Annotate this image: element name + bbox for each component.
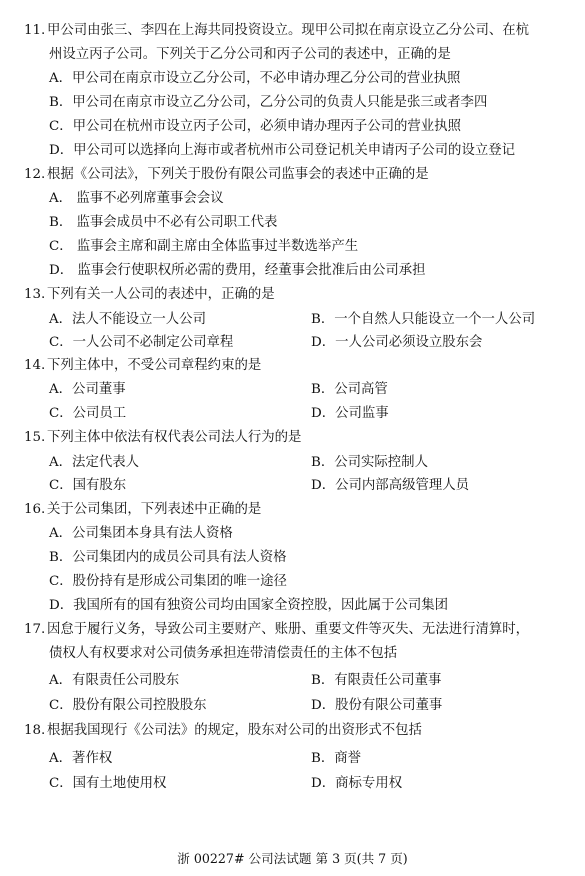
option-c: C．股份有限公司控股股东 [49,698,207,713]
option-d: D． 监事会行使职权所必需的费用，经董事会批准后由公司承担 [49,263,426,278]
option-a: A．甲公司在南京市设立乙分公司，不必申请办理乙分公司的营业执照 [49,71,461,86]
question-stem: 根据我国现行《公司法》的规定，股东对公司的出资形式不包括 [47,723,422,738]
option-c: C．一人公司不必制定公司章程 [49,335,234,350]
option-d: D．我国所有的国有独资公司均由国家全资控股，因此属于公司集团 [49,598,449,613]
option-a: A．著作权 [49,751,113,766]
option-b: B．甲公司在南京市设立乙分公司，乙分公司的负责人只能是张三或者李四 [49,95,488,110]
option-d: D．公司监事 [311,406,389,421]
option-b: B．一个自然人只能设立一个一人公司 [311,312,536,327]
question-number: 14. [24,358,46,373]
option-b: B．公司实际控制人 [311,455,428,470]
option-c: C．股份持有是形成公司集团的唯一途径 [49,574,287,589]
option-c: C．国有土地使用权 [49,776,167,791]
option-a: A．公司集团本身具有法人资格 [49,526,233,541]
question-number: 16. [24,502,46,517]
option-d: D．公司内部高级管理人员 [311,478,470,493]
question-stem: 州设立丙子公司。下列关于乙分公司和丙子公司的表述中，正确的是 [49,47,451,62]
option-d: D．甲公司可以选择向上海市或者杭州市公司登记机关申请丙子公司的设立登记 [49,143,516,158]
question-number: 12. [24,167,46,182]
question-stem: 关于公司集团，下列表述中正确的是 [47,502,262,517]
question-number: 13. [24,287,46,302]
option-b: B． 监事会成员中不必有公司职工代表 [49,215,278,230]
question-number: 15. [24,430,46,445]
option-b: B．商誉 [311,751,362,766]
question-number: 17. [24,622,46,637]
option-c: C． 监事会主席和副主席由全体监事过半数选举产生 [49,239,359,254]
question-number: 11. [24,23,46,38]
option-a: A．有限责任公司股东 [49,673,180,688]
option-c: C．甲公司在杭州市设立丙子公司，必须申请办理丙子公司的营业执照 [49,119,461,134]
option-b: B．有限责任公司董事 [311,673,442,688]
option-a: A．公司董事 [49,382,126,397]
option-d: D．商标专用权 [311,776,403,791]
question-stem: 甲公司由张三、李四在上海共同投资设立。现甲公司拟在南京设立乙分公司、在杭 [47,23,530,38]
question-stem: 债权人有权要求对公司债务承担连带清偿责任的主体不包括 [49,646,398,661]
option-b: B．公司高管 [311,382,388,397]
option-c: C．公司员工 [49,406,127,421]
question-number: 18. [24,723,46,738]
question-stem: 下列主体中，不受公司章程约束的是 [47,358,262,373]
question-stem: 下列有关一人公司的表述中，正确的是 [47,287,275,302]
question-stem: 因怠于履行义务，导致公司主要财产、账册、重要文件等灭失、无法进行清算时， [47,622,530,637]
option-b: B．公司集团内的成员公司具有法人资格 [49,550,287,565]
page-footer: 浙 00227# 公司法试题 第 3 页(共 7 页) [177,851,408,866]
question-stem: 下列主体中依法有权代表公司法人行为的是 [47,430,302,445]
option-d: D．一人公司必须设立股东会 [311,335,483,350]
option-d: D．股份有限公司董事 [311,698,443,713]
question-stem: 根据《公司法》，下列关于股份有限公司监事会的表述中正确的是 [47,167,429,182]
option-a: A．法定代表人 [49,455,140,470]
option-c: C．国有股东 [49,478,127,493]
option-a: A．法人不能设立一人公司 [49,312,206,327]
option-a: A． 监事不必列席董事会会议 [49,191,224,206]
